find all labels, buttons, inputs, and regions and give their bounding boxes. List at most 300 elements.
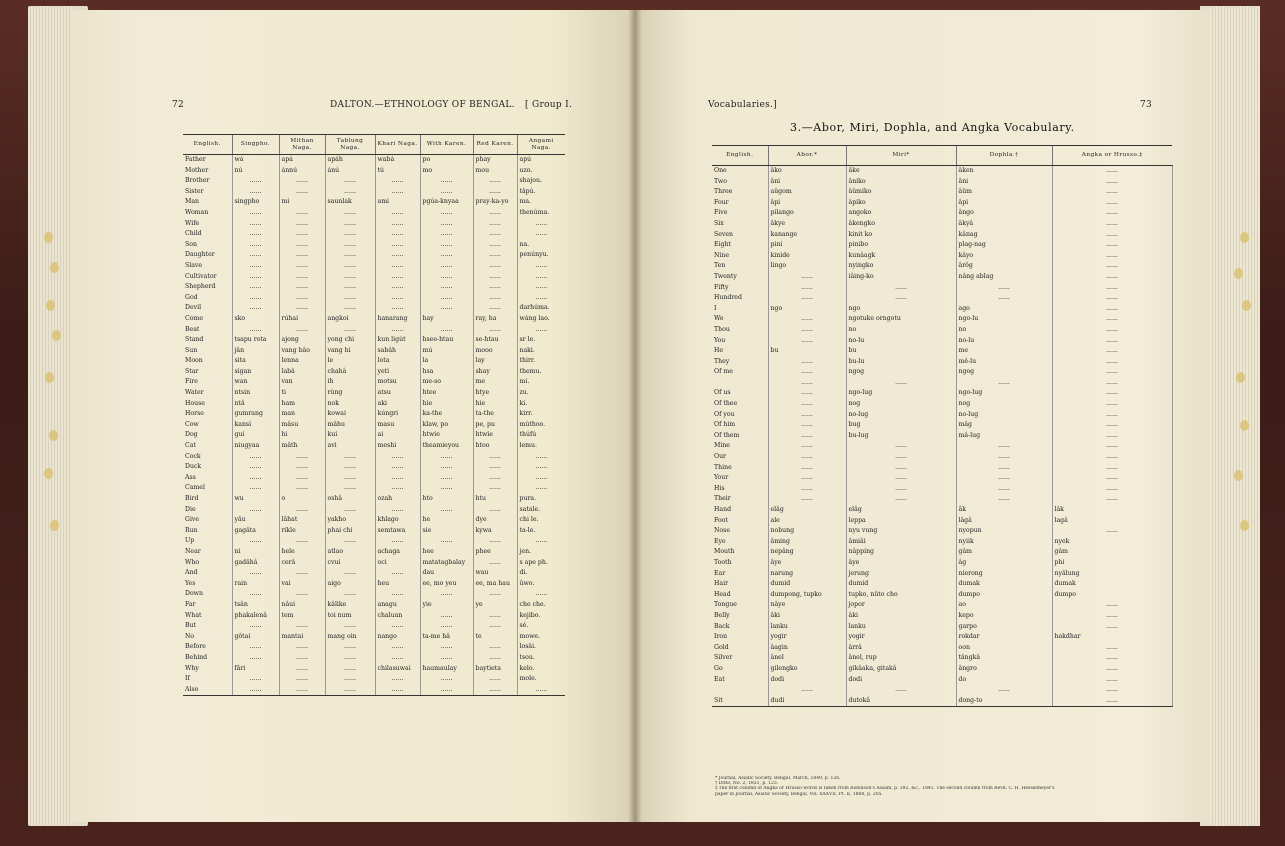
right-vocab-cell: gâm — [1052, 547, 1172, 558]
left-vocab-cell: ...... — [279, 473, 325, 484]
left-vocab-cell: rúng — [325, 388, 375, 399]
left-vocab-cell: ntsin — [232, 388, 279, 399]
left-english-word: Behind — [185, 653, 208, 661]
left-vocab-cell: ...... — [279, 250, 325, 261]
left-english-word: Run — [185, 526, 198, 534]
right-vocab-cell: phi — [1052, 558, 1172, 569]
right-vocab-cell: âming — [768, 537, 846, 548]
left-vocab-cell: ...... — [420, 240, 473, 251]
right-vocab-cell: ângo — [956, 208, 1052, 219]
right-vocab-cell: ângro — [956, 664, 1052, 675]
left-table-row — [183, 303, 565, 314]
left-table-row — [183, 409, 565, 420]
left-vocab-cell: ...... — [279, 229, 325, 240]
right-english-word: Tongue — [714, 601, 737, 609]
left-vocab-cell: yong chi — [325, 335, 375, 346]
left-vocab-cell: pgúa-knyaa — [420, 197, 473, 208]
left-table-row — [183, 314, 565, 325]
left-english-word: Man — [185, 198, 200, 206]
right-english-word: Eye — [714, 537, 726, 545]
left-vocab-cell: ye — [473, 600, 517, 611]
left-vocab-cell: uzo. — [517, 166, 565, 177]
right-vocab-cell: ...... — [846, 494, 956, 505]
left-table-row — [183, 325, 565, 336]
left-vocab-cell: chahâ — [325, 367, 375, 378]
right-table-row — [712, 187, 1172, 198]
left-vocab-cell: htee — [420, 388, 473, 399]
right-vocab-cell: tupko, nûto cho — [846, 590, 956, 601]
left-table-header — [183, 135, 565, 155]
left-vocab-cell: motsu — [375, 377, 420, 388]
left-vocab-cell: ...... — [232, 261, 279, 272]
right-vocab-cell: do — [956, 675, 1052, 686]
left-vocab-cell: shajou. — [517, 176, 565, 187]
right-vocab-cell: nepâng — [768, 547, 846, 558]
right-vocab-cell: ...... — [768, 463, 846, 474]
right-column-header: Angka or Hrusso.‡ — [1052, 146, 1172, 166]
left-vocab-cell: atlao — [325, 547, 375, 558]
right-vocab-cell: dutokâ — [846, 696, 956, 707]
left-table-row — [183, 473, 565, 484]
left-vocab-cell: tú — [375, 166, 420, 177]
left-vocab-cell: ...... — [232, 187, 279, 198]
left-vocab-cell: ...... — [232, 642, 279, 653]
left-english-word: Fire — [185, 378, 198, 386]
right-vocab-cell: âkyâ — [956, 219, 1052, 230]
right-english-word: Gold — [714, 643, 729, 651]
left-table-row — [183, 674, 565, 685]
left-vocab-cell: ...... — [232, 674, 279, 685]
right-table-row — [712, 441, 1172, 452]
left-vocab-cell: oshâ — [325, 494, 375, 505]
right-english-word: Tooth — [714, 558, 732, 566]
left-vocab-cell: hi — [279, 430, 325, 441]
left-vocab-cell: ...... — [232, 473, 279, 484]
left-vocab-cell: ...... — [279, 261, 325, 272]
right-vocab-cell: ...... — [1052, 208, 1172, 219]
left-vocab-cell: yâu — [232, 515, 279, 526]
left-vocab-cell: vang bâo — [279, 346, 325, 357]
left-vocab-cell: ...... — [375, 229, 420, 240]
right-vocab-cell: dodi — [846, 675, 956, 686]
right-vocab-cell: no-lu — [956, 336, 1052, 347]
left-vocab-cell: ...... — [517, 483, 565, 494]
left-vocab-cell: ...... — [325, 642, 375, 653]
left-table-body — [183, 155, 565, 696]
right-table-row — [712, 547, 1172, 558]
left-vocab-cell: hay — [420, 314, 473, 325]
left-vocab-cell: ...... — [375, 208, 420, 219]
right-vocab-cell: ...... — [1052, 431, 1172, 442]
right-english-word: Three — [714, 188, 733, 196]
left-english-word: Daughter — [185, 251, 215, 259]
left-table-row — [183, 600, 565, 611]
left-vocab-cell: penúnyu. — [517, 250, 565, 261]
left-vocab-cell: wá — [232, 155, 279, 166]
right-table-row — [712, 272, 1172, 283]
right-vocab-cell: âkye — [768, 219, 846, 230]
left-vocab-cell: sabâh — [375, 346, 420, 357]
left-vocab-cell: haumaulay — [420, 664, 473, 675]
right-vocab-cell: elâg — [768, 505, 846, 516]
left-vocab-cell: ...... — [517, 536, 565, 547]
left-vocab-cell: ...... — [473, 536, 517, 547]
left-vocab-cell: ...... — [420, 589, 473, 600]
left-vocab-cell: van — [279, 377, 325, 388]
left-english-word: Brother — [185, 177, 210, 185]
left-vocab-cell: ...... — [517, 272, 565, 283]
right-vocab-cell: ...... — [768, 283, 846, 294]
right-vocab-cell: nâye — [768, 600, 846, 611]
left-vocab-cell: múthoo. — [517, 420, 565, 431]
right-vocab-cell: kânag — [956, 230, 1052, 241]
left-vocab-cell: apá — [279, 155, 325, 166]
left-vocab-cell: chaluan — [375, 611, 420, 622]
left-vocab-cell: mole. — [517, 674, 565, 685]
left-english-word: Up — [185, 537, 195, 545]
right-table-row — [712, 558, 1172, 569]
right-table-row — [712, 378, 1172, 389]
left-vocab-cell: kun ligút — [375, 335, 420, 346]
right-vocab-cell: ...... — [1052, 283, 1172, 294]
left-vocab-cell: ...... — [279, 674, 325, 685]
left-vocab-cell: ...... — [232, 483, 279, 494]
right-vocab-cell: ago — [956, 304, 1052, 315]
left-vocab-cell: wabá — [375, 155, 420, 166]
left-vocab-cell: ...... — [232, 685, 279, 696]
right-footnotes — [715, 776, 1165, 797]
left-column-header: Red Karen. — [473, 135, 517, 155]
right-vocab-cell: lanku — [768, 622, 846, 633]
left-vocab-cell: klaw, po — [420, 420, 473, 431]
left-vocab-cell: wan — [232, 377, 279, 388]
left-table-row — [183, 356, 565, 367]
left-vocab-cell: ...... — [325, 219, 375, 230]
left-vocab-cell: ...... — [325, 568, 375, 579]
right-vocab-cell: ...... — [1052, 357, 1172, 368]
left-vocab-cell: ...... — [279, 621, 325, 632]
left-vocab-cell: ...... — [279, 219, 325, 230]
right-vocab-cell: âye — [846, 558, 956, 569]
right-vocab-cell: bu-lu — [846, 357, 956, 368]
right-table-row — [712, 622, 1172, 633]
left-vocab-cell: anagu — [375, 600, 420, 611]
left-english-word: Ass — [185, 473, 196, 481]
left-vocab-cell: htoo — [473, 441, 517, 452]
left-vocab-cell: angkoi — [325, 314, 375, 325]
left-vocab-cell: ta-the — [473, 409, 517, 420]
left-vocab-cell: ...... — [375, 589, 420, 600]
right-vocab-cell: ...... — [1052, 600, 1172, 611]
right-english-word — [712, 685, 768, 696]
right-table-row — [712, 526, 1172, 537]
left-table-row — [183, 282, 565, 293]
left-table-row — [183, 611, 565, 622]
left-english-word: Cultivator — [185, 272, 217, 280]
right-english-word: You — [714, 336, 726, 344]
left-vocab-cell: yie — [420, 600, 473, 611]
left-vocab-cell: ...... — [473, 483, 517, 494]
left-vocab-cell: ...... — [473, 229, 517, 240]
right-english-word: Your — [714, 474, 729, 482]
right-vocab-cell: dumid — [768, 579, 846, 590]
footnote-line: paper in Journal, Asiatic Society, Bengal, Vol. XXXVII, Pt. II, 1868, p. 205. — [715, 791, 883, 797]
left-vocab-cell: fâri — [232, 664, 279, 675]
left-vocab-cell: sr le. — [517, 335, 565, 346]
left-vocab-cell: ...... — [325, 462, 375, 473]
left-vocab-cell: ...... — [232, 589, 279, 600]
left-table-row — [183, 377, 565, 388]
right-vocab-cell: ...... — [846, 463, 956, 474]
left-table-row — [183, 176, 565, 187]
right-vocab-cell: rokdar — [956, 632, 1052, 643]
right-vocab-cell: gikâaka, gitakâ — [846, 664, 956, 675]
right-vocab-cell: ...... — [1052, 611, 1172, 622]
left-vocab-cell: rain — [232, 579, 279, 590]
left-vocab-cell: ...... — [375, 261, 420, 272]
right-vocab-cell: ...... — [768, 410, 846, 421]
right-vocab-cell: nog — [956, 399, 1052, 410]
right-english-word: Thine — [714, 463, 732, 471]
left-vocab-cell: ...... — [517, 229, 565, 240]
left-vocab-cell: ta-me hâ — [420, 632, 473, 643]
left-table-row — [183, 272, 565, 283]
right-vocab-cell: ...... — [846, 283, 956, 294]
left-vocab-cell: cvui — [325, 558, 375, 569]
left-vocab-cell: gôtai — [232, 632, 279, 643]
right-english-word: His — [714, 484, 725, 492]
left-vocab-cell: ...... — [232, 250, 279, 261]
right-vocab-cell: ngo-lug — [956, 388, 1052, 399]
right-vocab-cell: ...... — [1052, 261, 1172, 272]
left-vocab-cell: ...... — [473, 187, 517, 198]
right-vocab-cell: ...... — [956, 484, 1052, 495]
left-table-row — [183, 589, 565, 600]
right-table-row — [712, 261, 1172, 272]
left-english-word: Also — [183, 685, 232, 696]
left-vocab-cell: ...... — [279, 282, 325, 293]
right-vocab-cell: ...... — [1052, 664, 1172, 675]
left-vocab-cell: ...... — [420, 325, 473, 336]
left-vocab-cell: ...... — [232, 293, 279, 304]
right-vocab-cell: ...... — [1052, 240, 1172, 251]
left-vocab-cell: ...... — [375, 473, 420, 484]
left-vocab-cell: kansi — [232, 420, 279, 431]
right-table-row — [712, 675, 1172, 686]
right-table-row — [712, 208, 1172, 219]
left-table-row — [183, 452, 565, 463]
right-vocab-cell: ...... — [1052, 378, 1172, 389]
left-table-row — [183, 155, 565, 166]
left-vocab-cell: hie — [473, 399, 517, 410]
left-vocab-cell: htwie — [473, 430, 517, 441]
left-vocab-cell: phai chi — [325, 526, 375, 537]
left-table-row — [183, 642, 565, 653]
left-vocab-cell: ánnú — [279, 166, 325, 177]
right-vocab-cell: ...... — [846, 685, 956, 696]
right-vocab-cell: ...... — [1052, 696, 1172, 707]
left-vocab-cell: ...... — [420, 685, 473, 696]
left-vocab-cell: toi num — [325, 611, 375, 622]
left-vocab-cell: me-so — [420, 377, 473, 388]
left-vocab-cell: kâlike — [325, 600, 375, 611]
right-vocab-cell: yogir — [846, 632, 956, 643]
right-english-word: Head — [714, 590, 731, 598]
left-vocab-cell: hsa — [420, 367, 473, 378]
left-vocab-cell: ...... — [325, 664, 375, 675]
left-table-row — [183, 494, 565, 505]
left-vocab-cell: ...... — [375, 293, 420, 304]
left-vocab-cell: vang hi — [325, 346, 375, 357]
right-vocab-cell: âmiâi — [846, 537, 956, 548]
right-table-row — [712, 283, 1172, 294]
right-vocab-cell: ...... — [956, 463, 1052, 474]
left-table-row — [183, 547, 565, 558]
left-vocab-cell: kúngri — [375, 409, 420, 420]
left-table-row — [183, 346, 565, 357]
right-vocab-cell: ngog — [956, 367, 1052, 378]
right-vocab-cell: ...... — [768, 325, 846, 336]
left-vocab-cell: singpho — [232, 197, 279, 208]
left-vocab-cell: ti — [279, 388, 325, 399]
left-vocab-cell: lenna — [279, 356, 325, 367]
left-vocab-cell: sé. — [517, 621, 565, 632]
right-vocab-cell: ...... — [1052, 622, 1172, 633]
left-vocab-cell: ...... — [420, 483, 473, 494]
left-vocab-cell: mâth — [279, 441, 325, 452]
left-vocab-cell: ...... — [279, 325, 325, 336]
right-vocab-cell: ...... — [846, 441, 956, 452]
right-english-word: Hundred — [714, 294, 742, 302]
left-vocab-cell: ...... — [420, 536, 473, 547]
right-vocab-cell: dodi — [768, 675, 846, 686]
right-vocab-cell: âpi — [768, 198, 846, 209]
left-vocab-cell: ...... — [325, 303, 375, 314]
right-table-row — [712, 632, 1172, 643]
right-vocab-cell: ...... — [1052, 685, 1172, 696]
right-vocabulary-table — [712, 145, 1172, 707]
left-vocab-cell: meshi — [375, 441, 420, 452]
left-vocab-cell: kowai — [325, 409, 375, 420]
left-vocab-cell: yakho — [325, 515, 375, 526]
left-vocab-cell: lay — [473, 356, 517, 367]
right-english-word: Mouth — [714, 548, 735, 556]
left-vocab-cell: ...... — [473, 303, 517, 314]
right-vocab-cell: nyek — [1052, 537, 1172, 548]
right-vocab-cell: ...... — [1052, 219, 1172, 230]
left-running-head: DALTON.—ETHNOLOGY OF BENGAL. — [330, 100, 515, 110]
left-vocab-cell: baytieta — [473, 664, 517, 675]
left-table-row — [183, 229, 565, 240]
right-vocab-cell: ...... — [768, 357, 846, 368]
right-vocab-cell: no-lu — [846, 336, 956, 347]
left-english-word: Mother — [185, 166, 209, 174]
left-vocab-cell: ...... — [375, 240, 420, 251]
left-vocab-cell: mantai — [279, 632, 325, 643]
left-vocab-cell: ...... — [473, 282, 517, 293]
left-vocab-cell: ...... — [473, 208, 517, 219]
right-vocab-cell: ...... — [1052, 452, 1172, 463]
left-english-word: Give — [185, 516, 200, 524]
left-vocab-cell: sie — [420, 526, 473, 537]
left-english-word: Son — [185, 240, 197, 248]
right-english-word: Eight — [714, 241, 731, 249]
left-vocab-cell: ...... — [420, 293, 473, 304]
left-vocab-cell: te — [473, 632, 517, 643]
left-vocab-cell: ...... — [517, 452, 565, 463]
right-vocab-cell: mê-lu — [956, 357, 1052, 368]
left-table-row — [183, 261, 565, 272]
left-vocab-cell: ...... — [325, 589, 375, 600]
right-vocab-cell: âki — [768, 611, 846, 622]
right-english-word: Of thee — [714, 400, 738, 408]
right-vocab-cell: ...... — [1052, 346, 1172, 357]
right-vocab-cell: âûm — [956, 187, 1052, 198]
left-vocab-cell: tem — [279, 611, 325, 622]
left-table-row — [183, 526, 565, 537]
left-vocab-cell: ...... — [420, 674, 473, 685]
right-table-row — [712, 579, 1172, 590]
left-vocab-cell: ...... — [279, 272, 325, 283]
right-vocab-cell: ...... — [768, 293, 846, 304]
right-table-row — [712, 304, 1172, 315]
right-vocab-cell: pini — [768, 240, 846, 251]
left-vocab-cell: kui — [325, 430, 375, 441]
left-table-row — [183, 515, 565, 526]
left-vocab-cell: ánú — [325, 166, 375, 177]
right-table-row — [712, 505, 1172, 516]
right-table-row — [712, 431, 1172, 442]
left-column-header: Singpho. — [232, 135, 279, 155]
left-vocab-cell: htye — [473, 388, 517, 399]
left-table-row — [183, 399, 565, 410]
footnote-line: * Journal, Asiatic Society, Bengal, March, 1849, p. 126. — [715, 776, 841, 781]
left-vocab-cell: wau — [473, 568, 517, 579]
left-table-row — [183, 240, 565, 251]
right-vocab-cell: ...... — [768, 494, 846, 505]
left-vocab-cell: theamieyou — [420, 441, 473, 452]
left-column-header: English. — [183, 135, 232, 155]
left-vocabulary-table — [183, 134, 565, 696]
right-vocab-cell: âken — [956, 166, 1052, 177]
left-vocab-cell: mâsu — [279, 420, 325, 431]
right-table-row — [712, 240, 1172, 251]
left-vocab-cell: shay — [473, 367, 517, 378]
right-table-row — [712, 590, 1172, 601]
left-vocab-cell: mang oin — [325, 632, 375, 643]
left-english-word: Before — [185, 643, 206, 651]
right-table-row — [712, 420, 1172, 431]
left-vocab-cell: le — [325, 356, 375, 367]
left-vocab-cell: tsapu rota — [232, 335, 279, 346]
left-vocab-cell: hie — [420, 399, 473, 410]
right-vocab-cell: ...... — [768, 484, 846, 495]
right-page-number: 73 — [1140, 100, 1153, 110]
left-vocab-cell: ...... — [420, 653, 473, 664]
left-vocab-cell: ...... — [420, 452, 473, 463]
right-vocab-cell: ao — [956, 600, 1052, 611]
left-vocab-cell: ...... — [279, 240, 325, 251]
left-table-row — [183, 166, 565, 177]
left-vocab-cell: ...... — [279, 176, 325, 187]
right-vocab-cell: iâing-ko — [846, 272, 956, 283]
left-english-word: And — [185, 569, 198, 577]
right-vocab-cell: dumpo — [1052, 590, 1172, 601]
left-english-word: What — [185, 611, 202, 619]
right-vocab-cell: ...... — [1052, 653, 1172, 664]
left-vocab-cell: ...... — [232, 325, 279, 336]
right-vocab-cell: ...... — [768, 399, 846, 410]
